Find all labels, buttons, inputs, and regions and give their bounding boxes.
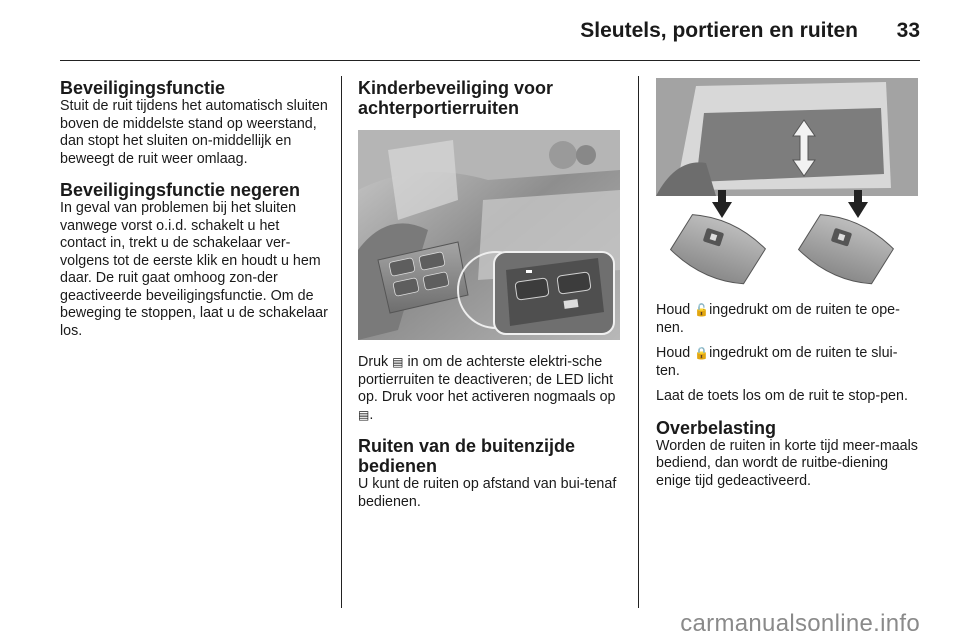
column-3 [656,78,920,490]
column-2 [358,78,626,511]
child-lock-text-b: in om de achterste elektri-sche portierruiten te deactiveren; de LED licht op. Druk voor het activeren nogmaals op [358,354,616,405]
unlock-icon: 🔓 [694,303,710,317]
paragraph-open [656,302,920,337]
paragraph-buitenzijde: U kunt de ruiten op afstand van bui-tenaf bedienen. [358,476,617,510]
section-title-buitenzijde: Ruiten van de buitenzijde bedienen [358,436,576,476]
open-text-b: ingedrukt om de ruiten te ope-nen. [656,302,900,336]
open-text-a: Houd [656,302,691,318]
paragraph-stop: Laat de toets los om de ruit te stop-pen. [656,388,908,404]
window-remote-illustration [656,78,918,286]
column-divider-right [638,76,639,608]
paragraph-close [656,345,920,380]
section-title-overbelasting: Overbelasting [656,417,777,438]
header-rule [60,60,920,61]
page-header [0,0,960,62]
header-title: Sleutels, portieren en ruiten [580,19,858,42]
paragraph-negeren: In geval van problemen bij het sluiten vanwege vorst o.i.d. schakelt u het contact in, trekt u de schakelaar ver-volgens tot de eerste klik en houdt u hem daar. De ruit gaat omhoog zon-der geactiveerde beveiligingsfunctie. Om de beweging te stoppen, laat u de schakelaar los. [60,200,328,339]
section-title-negeren: Beveiligingsfunctie negeren [60,180,301,200]
lock-icon: 🔒 [694,346,710,360]
column-1 [60,78,328,340]
child-lock-text-c: . [369,406,374,423]
section-title-beveiligingsfunctie: Beveiligingsfunctie [60,78,226,98]
door-switch-illustration [358,130,620,340]
section-title-kinderbeveiliging: Kinderbeveiliging voor achterportierruiten [358,78,554,118]
close-text-b: ingedrukt om de ruiten te slui-ten. [656,345,898,379]
paragraph-overbelasting: Worden de ruiten in korte tijd meer-maals bediend, dan wordt de ruitbe-diening enige tijd gedeactiveerd. [656,437,918,489]
child-lock-text-a: Druk [358,354,389,370]
page-number: 33 [896,19,920,42]
close-text-a: Houd [656,345,691,361]
paragraph-child-lock [358,354,626,424]
child-lock-icon: ▤ [358,407,370,422]
column-divider-left [341,76,342,608]
paragraph-beveiligingsfunctie: Stuit de ruit tijdens het automatisch sluiten boven de middelste stand op weerstand, dan stopt het sluiten on-middellijk en beweegt de ruit weer omlaag. [60,98,328,167]
watermark: carmanualsonline.info [680,610,920,637]
child-lock-icon: ▤ [392,355,404,369]
